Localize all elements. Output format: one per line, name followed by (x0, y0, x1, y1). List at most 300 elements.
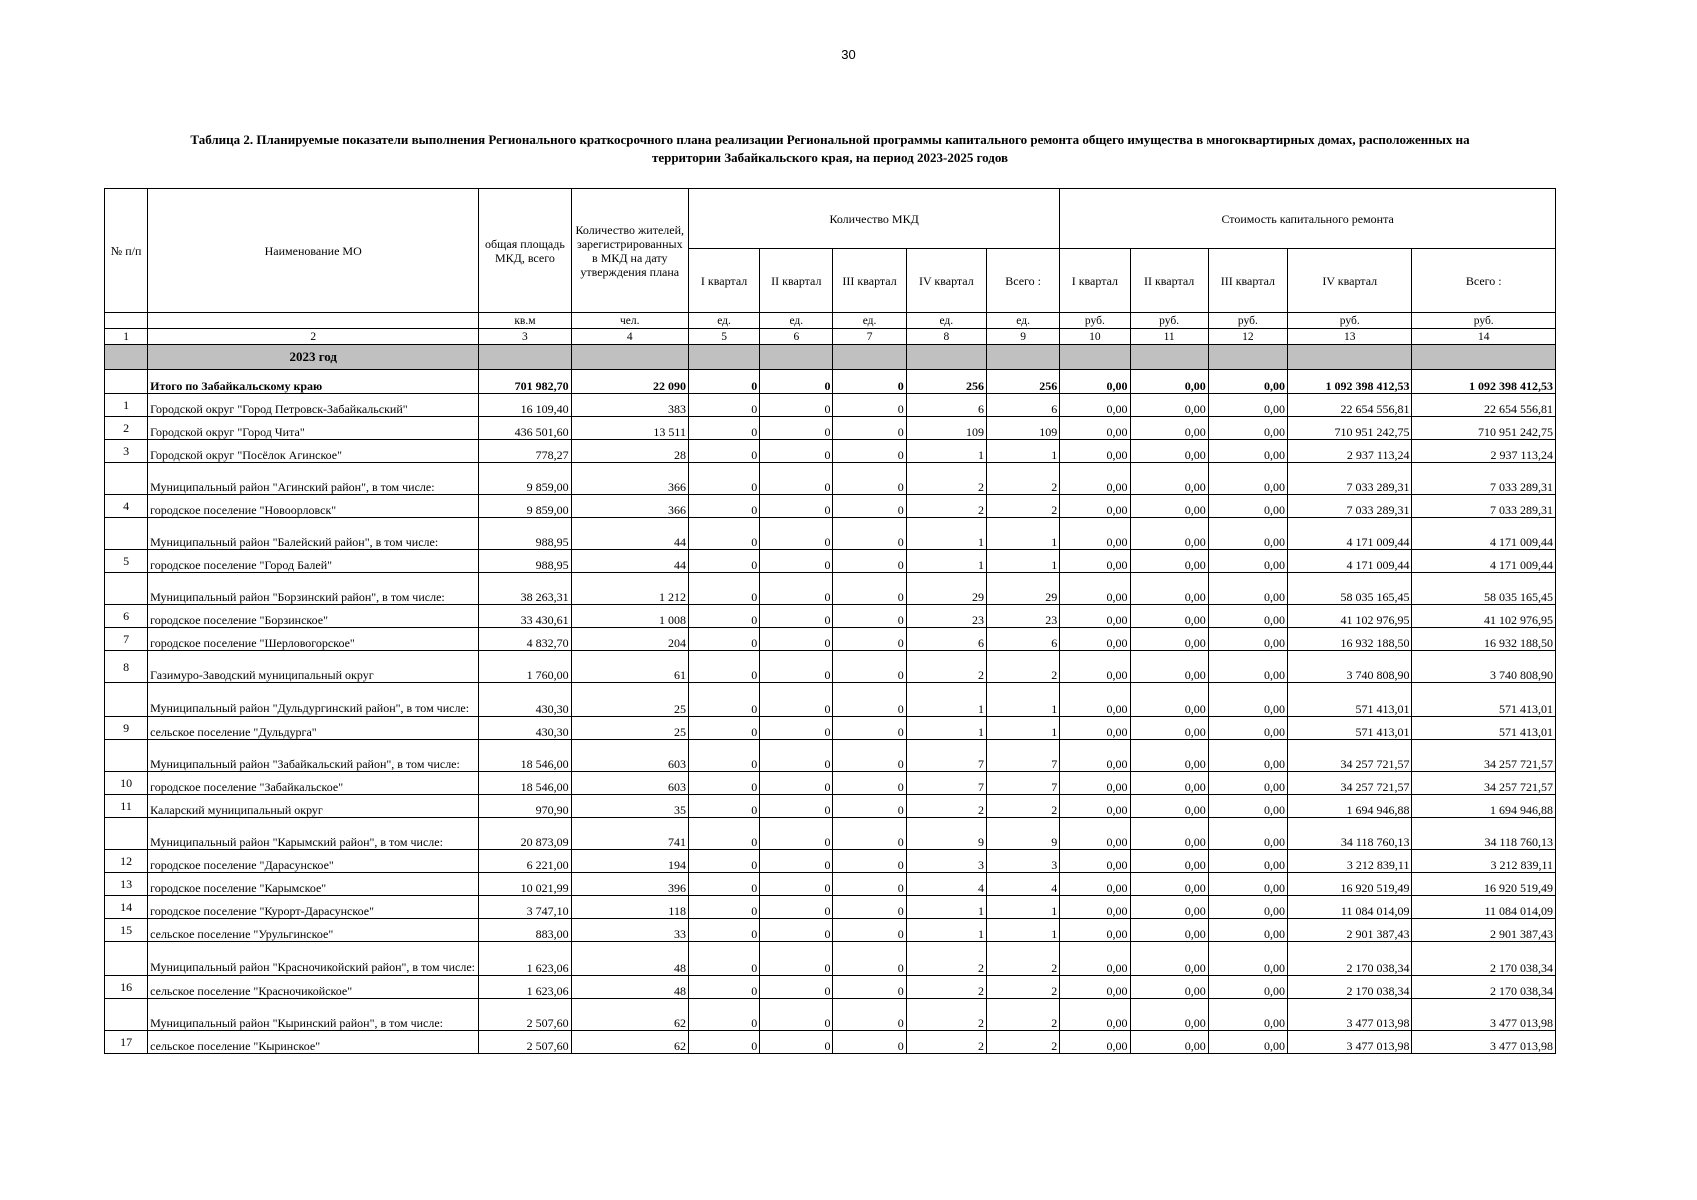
row-number: 10 (105, 772, 148, 795)
year-cell (105, 345, 148, 370)
residents-value: 62 (571, 999, 688, 1031)
municipality-name: сельское поселение "Дульдурга" (148, 717, 479, 740)
cost-q4-value: 16 920 519,49 (1288, 873, 1412, 896)
table-row (105, 717, 1556, 740)
header-mkd-q4: IV квартал (906, 249, 986, 313)
cost-q4-value: 7 033 289,31 (1288, 463, 1412, 495)
unit-cell: ед. (833, 313, 906, 329)
column-number: 9 (986, 329, 1059, 345)
mkd-q4-value: 2 (906, 999, 986, 1031)
mkd-total-value: 2 (986, 999, 1059, 1031)
mkd-q1-value: 0 (688, 795, 759, 818)
table-row (105, 976, 1556, 999)
residents-value: 603 (571, 740, 688, 772)
mkd-q2-value: 0 (760, 518, 833, 550)
table-row (105, 873, 1556, 896)
cost-q1-value: 0,00 (1060, 651, 1130, 683)
mkd-q3-value: 0 (833, 605, 906, 628)
mkd-q3-value: 0 (833, 976, 906, 999)
mkd-q3-value: 0 (833, 942, 906, 976)
table-row (105, 999, 1556, 1031)
mkd-q1-value: 0 (688, 370, 759, 394)
cost-q3-value: 0,00 (1208, 999, 1287, 1031)
municipality-name: Муниципальный район "Борзинский район", в том числе: (148, 573, 479, 605)
row-number: 5 (105, 550, 148, 573)
year-cell (1412, 345, 1556, 370)
residents-value: 62 (571, 1031, 688, 1054)
row-number: 11 (105, 795, 148, 818)
cost-q3-value: 0,00 (1208, 440, 1287, 463)
header-residents: Количество жителей, зарегистрированных в МКД на дату утверждения плана (571, 189, 688, 313)
cost-q4-value: 2 901 387,43 (1288, 919, 1412, 942)
mkd-q2-value: 0 (760, 628, 833, 651)
residents-value: 48 (571, 942, 688, 976)
cost-total-value: 2 937 113,24 (1412, 440, 1556, 463)
cost-q3-value: 0,00 (1208, 495, 1287, 518)
mkd-total-value: 7 (986, 740, 1059, 772)
cost-q1-value: 0,00 (1060, 440, 1130, 463)
area-value: 9 859,00 (479, 463, 571, 495)
cost-q3-value: 0,00 (1208, 573, 1287, 605)
cost-q1-value: 0,00 (1060, 550, 1130, 573)
mkd-total-value: 1 (986, 440, 1059, 463)
cost-q2-value: 0,00 (1130, 628, 1208, 651)
cost-q2-value: 0,00 (1130, 740, 1208, 772)
municipality-name: Каларский муниципальный округ (148, 795, 479, 818)
municipality-name: сельское поселение "Кыринское" (148, 1031, 479, 1054)
area-value: 988,95 (479, 518, 571, 550)
row-number: 3 (105, 440, 148, 463)
mkd-q4-value: 4 (906, 873, 986, 896)
table-row (105, 394, 1556, 417)
cost-q1-value: 0,00 (1060, 417, 1130, 440)
cost-total-value: 22 654 556,81 (1412, 394, 1556, 417)
residents-value: 1 212 (571, 573, 688, 605)
cost-q3-value: 0,00 (1208, 550, 1287, 573)
municipality-name: Муниципальный район "Дульдургинский район", в том числе: (148, 683, 479, 717)
mkd-total-value: 3 (986, 850, 1059, 873)
mkd-q1-value: 0 (688, 518, 759, 550)
header-cost-q2: II квартал (1130, 249, 1208, 313)
mkd-q3-value: 0 (833, 683, 906, 717)
year-cell (688, 345, 759, 370)
mkd-q3-value: 0 (833, 850, 906, 873)
area-value: 20 873,09 (479, 818, 571, 850)
table-row (105, 919, 1556, 942)
cost-q2-value: 0,00 (1130, 440, 1208, 463)
area-value: 6 221,00 (479, 850, 571, 873)
mkd-total-value: 2 (986, 495, 1059, 518)
mkd-total-value: 2 (986, 795, 1059, 818)
area-value: 38 263,31 (479, 573, 571, 605)
cost-q1-value: 0,00 (1060, 518, 1130, 550)
row-number: 2 (105, 417, 148, 440)
page-number: 30 (841, 47, 856, 62)
cost-q4-value: 3 477 013,98 (1288, 1031, 1412, 1054)
mkd-q3-value: 0 (833, 717, 906, 740)
row-number (105, 740, 148, 772)
unit-cell: руб. (1130, 313, 1208, 329)
table-title (104, 131, 1556, 167)
cost-q3-value: 0,00 (1208, 683, 1287, 717)
mkd-q2-value: 0 (760, 818, 833, 850)
residents-value: 28 (571, 440, 688, 463)
residents-value: 61 (571, 651, 688, 683)
unit-cell: руб. (1208, 313, 1287, 329)
mkd-total-value: 109 (986, 417, 1059, 440)
year-cell (1288, 345, 1412, 370)
area-value: 18 546,00 (479, 772, 571, 795)
mkd-q1-value: 0 (688, 628, 759, 651)
municipality-name: сельское поселение "Красночикойское" (148, 976, 479, 999)
mkd-q2-value: 0 (760, 919, 833, 942)
cost-q2-value: 0,00 (1130, 818, 1208, 850)
cost-q1-value: 0,00 (1060, 919, 1130, 942)
mkd-total-value: 1 (986, 683, 1059, 717)
mkd-q2-value: 0 (760, 740, 833, 772)
cost-q1-value: 0,00 (1060, 976, 1130, 999)
table-row (105, 440, 1556, 463)
cost-q2-value: 0,00 (1130, 896, 1208, 919)
mkd-q1-value: 0 (688, 573, 759, 605)
cost-q3-value: 0,00 (1208, 651, 1287, 683)
cost-q2-value: 0,00 (1130, 873, 1208, 896)
row-number: 13 (105, 873, 148, 896)
cost-q2-value: 0,00 (1130, 605, 1208, 628)
cost-q4-value: 571 413,01 (1288, 717, 1412, 740)
cost-q3-value: 0,00 (1208, 976, 1287, 999)
row-number: 15 (105, 919, 148, 942)
cost-q3-value: 0,00 (1208, 1031, 1287, 1054)
mkd-q3-value: 0 (833, 550, 906, 573)
mkd-q4-value: 1 (906, 440, 986, 463)
cost-q3-value: 0,00 (1208, 417, 1287, 440)
capital-repair-plan-table (104, 188, 1556, 1054)
row-number (105, 463, 148, 495)
mkd-q4-value: 9 (906, 818, 986, 850)
cost-q1-value: 0,00 (1060, 394, 1130, 417)
header-cost-q4: IV квартал (1288, 249, 1412, 313)
municipality-name: Городской округ "Город Чита" (148, 417, 479, 440)
cost-q3-value: 0,00 (1208, 873, 1287, 896)
mkd-q3-value: 0 (833, 896, 906, 919)
area-value: 16 109,40 (479, 394, 571, 417)
municipality-name: городское поселение "Шерловогорское" (148, 628, 479, 651)
cost-q4-value: 2 170 038,34 (1288, 976, 1412, 999)
unit-cell: ед. (986, 313, 1059, 329)
header-num: № п/п (105, 189, 148, 313)
mkd-q4-value: 109 (906, 417, 986, 440)
cost-total-value: 1 092 398 412,53 (1412, 370, 1556, 394)
mkd-q3-value: 0 (833, 919, 906, 942)
cost-q3-value: 0,00 (1208, 394, 1287, 417)
header-mkd-count: Количество МКД (688, 189, 1059, 249)
cost-q2-value: 0,00 (1130, 651, 1208, 683)
cost-q3-value: 0,00 (1208, 740, 1287, 772)
mkd-q3-value: 0 (833, 370, 906, 394)
cost-total-value: 2 170 038,34 (1412, 976, 1556, 999)
unit-cell: чел. (571, 313, 688, 329)
year-cell (760, 345, 833, 370)
year-label: 2023 год (148, 345, 479, 370)
table-row (105, 818, 1556, 850)
mkd-total-value: 2 (986, 1031, 1059, 1054)
column-number: 5 (688, 329, 759, 345)
mkd-q2-value: 0 (760, 896, 833, 919)
municipality-name: Итого по Забайкальскому краю (148, 370, 479, 394)
table-row (105, 550, 1556, 573)
mkd-q1-value: 0 (688, 651, 759, 683)
mkd-q4-value: 2 (906, 976, 986, 999)
cost-q1-value: 0,00 (1060, 740, 1130, 772)
mkd-total-value: 4 (986, 873, 1059, 896)
header-mkd-q3: III квартал (833, 249, 906, 313)
table-row (105, 463, 1556, 495)
cost-q2-value: 0,00 (1130, 999, 1208, 1031)
column-number: 14 (1412, 329, 1556, 345)
mkd-q1-value: 0 (688, 976, 759, 999)
cost-q4-value: 34 257 721,57 (1288, 740, 1412, 772)
mkd-q2-value: 0 (760, 850, 833, 873)
mkd-q1-value: 0 (688, 1031, 759, 1054)
municipality-name: городское поселение "Карымское" (148, 873, 479, 896)
row-number: 9 (105, 717, 148, 740)
row-number: 14 (105, 896, 148, 919)
cost-total-value: 16 932 188,50 (1412, 628, 1556, 651)
mkd-total-value: 6 (986, 394, 1059, 417)
cost-q3-value: 0,00 (1208, 942, 1287, 976)
table-title-line-2: территории Забайкальского края, на период 2023-2025 годов (651, 150, 1009, 165)
cost-q2-value: 0,00 (1130, 1031, 1208, 1054)
mkd-q1-value: 0 (688, 495, 759, 518)
cost-q1-value: 0,00 (1060, 818, 1130, 850)
residents-value: 366 (571, 495, 688, 518)
column-number: 13 (1288, 329, 1412, 345)
mkd-q3-value: 0 (833, 818, 906, 850)
cost-q3-value: 0,00 (1208, 463, 1287, 495)
cost-q1-value: 0,00 (1060, 850, 1130, 873)
row-number (105, 573, 148, 605)
mkd-q4-value: 1 (906, 717, 986, 740)
area-value: 2 507,60 (479, 1031, 571, 1054)
unit-cell: руб. (1288, 313, 1412, 329)
mkd-q4-value: 256 (906, 370, 986, 394)
mkd-q2-value: 0 (760, 651, 833, 683)
cost-q3-value: 0,00 (1208, 628, 1287, 651)
residents-value: 603 (571, 772, 688, 795)
cost-total-value: 4 171 009,44 (1412, 518, 1556, 550)
cost-q1-value: 0,00 (1060, 795, 1130, 818)
header-mkd-q2: II квартал (760, 249, 833, 313)
table-row (105, 417, 1556, 440)
cost-q2-value: 0,00 (1130, 463, 1208, 495)
mkd-q2-value: 0 (760, 873, 833, 896)
residents-value: 741 (571, 818, 688, 850)
residents-value: 204 (571, 628, 688, 651)
row-number: 7 (105, 628, 148, 651)
mkd-total-value: 2 (986, 463, 1059, 495)
mkd-total-value: 1 (986, 919, 1059, 942)
mkd-q1-value: 0 (688, 818, 759, 850)
cost-q1-value: 0,00 (1060, 896, 1130, 919)
area-value: 778,27 (479, 440, 571, 463)
residents-value: 118 (571, 896, 688, 919)
cost-q1-value: 0,00 (1060, 942, 1130, 976)
cost-total-value: 3 477 013,98 (1412, 1031, 1556, 1054)
table-row (105, 651, 1556, 683)
cost-q3-value: 0,00 (1208, 717, 1287, 740)
cost-q3-value: 0,00 (1208, 919, 1287, 942)
mkd-q2-value: 0 (760, 573, 833, 605)
table-row (105, 850, 1556, 873)
cost-total-value: 34 118 760,13 (1412, 818, 1556, 850)
cost-q1-value: 0,00 (1060, 717, 1130, 740)
year-cell (1130, 345, 1208, 370)
area-value: 430,30 (479, 683, 571, 717)
area-value: 1 760,00 (479, 651, 571, 683)
row-number (105, 370, 148, 394)
cost-q4-value: 58 035 165,45 (1288, 573, 1412, 605)
cost-total-value: 3 212 839,11 (1412, 850, 1556, 873)
year-cell (479, 345, 571, 370)
mkd-q3-value: 0 (833, 463, 906, 495)
cost-q4-value: 41 102 976,95 (1288, 605, 1412, 628)
mkd-q2-value: 0 (760, 717, 833, 740)
area-value: 3 747,10 (479, 896, 571, 919)
row-number (105, 818, 148, 850)
mkd-q3-value: 0 (833, 1031, 906, 1054)
year-cell (833, 345, 906, 370)
mkd-q3-value: 0 (833, 417, 906, 440)
area-value: 1 623,06 (479, 976, 571, 999)
residents-value: 44 (571, 518, 688, 550)
year-cell (1060, 345, 1130, 370)
mkd-q1-value: 0 (688, 550, 759, 573)
table-row (105, 740, 1556, 772)
residents-value: 366 (571, 463, 688, 495)
municipality-name: Муниципальный район "Красночикойский район", в том числе: (148, 942, 479, 976)
mkd-total-value: 7 (986, 772, 1059, 795)
area-value: 883,00 (479, 919, 571, 942)
mkd-q1-value: 0 (688, 896, 759, 919)
cost-q2-value: 0,00 (1130, 417, 1208, 440)
residents-value: 1 008 (571, 605, 688, 628)
municipality-name: Муниципальный район "Кыринский район", в том числе: (148, 999, 479, 1031)
cost-q4-value: 16 932 188,50 (1288, 628, 1412, 651)
municipality-name: Муниципальный район "Карымский район", в том числе: (148, 818, 479, 850)
row-number: 1 (105, 394, 148, 417)
mkd-q3-value: 0 (833, 999, 906, 1031)
mkd-q2-value: 0 (760, 495, 833, 518)
mkd-q4-value: 2 (906, 1031, 986, 1054)
column-number: 12 (1208, 329, 1287, 345)
header-cost-q1: I квартал (1060, 249, 1130, 313)
municipality-name: городское поселение "Курорт-Дарасунское" (148, 896, 479, 919)
mkd-total-value: 1 (986, 717, 1059, 740)
cost-q2-value: 0,00 (1130, 942, 1208, 976)
area-value: 1 623,06 (479, 942, 571, 976)
cost-q2-value: 0,00 (1130, 370, 1208, 394)
cost-q2-value: 0,00 (1130, 495, 1208, 518)
column-number: 2 (148, 329, 479, 345)
header-mkd-total: Всего : (986, 249, 1059, 313)
year-row (105, 345, 1556, 370)
mkd-q4-value: 2 (906, 942, 986, 976)
row-number (105, 942, 148, 976)
table-row (105, 628, 1556, 651)
mkd-q2-value: 0 (760, 394, 833, 417)
mkd-q3-value: 0 (833, 740, 906, 772)
cost-q1-value: 0,00 (1060, 573, 1130, 605)
mkd-q1-value: 0 (688, 919, 759, 942)
cost-q4-value: 1 092 398 412,53 (1288, 370, 1412, 394)
unit-cell (148, 313, 479, 329)
municipality-name: городское поселение "Забайкальское" (148, 772, 479, 795)
residents-value: 396 (571, 873, 688, 896)
mkd-total-value: 2 (986, 651, 1059, 683)
municipality-name: городское поселение "Новоорловск" (148, 495, 479, 518)
unit-cell (105, 313, 148, 329)
cost-total-value: 571 413,01 (1412, 717, 1556, 740)
cost-q4-value: 3 740 808,90 (1288, 651, 1412, 683)
mkd-q2-value: 0 (760, 440, 833, 463)
municipality-name: Муниципальный район "Балейский район", в том числе: (148, 518, 479, 550)
municipality-name: городское поселение "Город Балей" (148, 550, 479, 573)
header-cost-total: Всего : (1412, 249, 1556, 313)
mkd-q1-value: 0 (688, 942, 759, 976)
header-name: Наименование МО (148, 189, 479, 313)
area-value: 970,90 (479, 795, 571, 818)
cost-q1-value: 0,00 (1060, 999, 1130, 1031)
cost-q4-value: 2 170 038,34 (1288, 942, 1412, 976)
column-number: 11 (1130, 329, 1208, 345)
mkd-total-value: 2 (986, 942, 1059, 976)
column-number: 3 (479, 329, 571, 345)
row-number (105, 518, 148, 550)
cost-q4-value: 4 171 009,44 (1288, 550, 1412, 573)
mkd-total-value: 29 (986, 573, 1059, 605)
mkd-total-value: 1 (986, 518, 1059, 550)
cost-q2-value: 0,00 (1130, 717, 1208, 740)
cost-total-value: 2 170 038,34 (1412, 942, 1556, 976)
cost-total-value: 710 951 242,75 (1412, 417, 1556, 440)
row-number (105, 683, 148, 717)
mkd-total-value: 9 (986, 818, 1059, 850)
cost-q2-value: 0,00 (1130, 795, 1208, 818)
mkd-q1-value: 0 (688, 417, 759, 440)
year-cell (986, 345, 1059, 370)
cost-q4-value: 2 937 113,24 (1288, 440, 1412, 463)
mkd-q2-value: 0 (760, 417, 833, 440)
cost-q4-value: 3 212 839,11 (1288, 850, 1412, 873)
mkd-q4-value: 2 (906, 795, 986, 818)
mkd-q2-value: 0 (760, 370, 833, 394)
cost-total-value: 3 740 808,90 (1412, 651, 1556, 683)
mkd-total-value: 6 (986, 628, 1059, 651)
cost-q3-value: 0,00 (1208, 605, 1287, 628)
cost-q4-value: 34 257 721,57 (1288, 772, 1412, 795)
residents-value: 194 (571, 850, 688, 873)
cost-total-value: 7 033 289,31 (1412, 463, 1556, 495)
mkd-total-value: 256 (986, 370, 1059, 394)
row-number: 8 (105, 651, 148, 683)
header-cost-q3: III квартал (1208, 249, 1287, 313)
residents-value: 35 (571, 795, 688, 818)
unit-cell: ед. (906, 313, 986, 329)
mkd-q1-value: 0 (688, 683, 759, 717)
area-value: 2 507,60 (479, 999, 571, 1031)
cost-q1-value: 0,00 (1060, 873, 1130, 896)
